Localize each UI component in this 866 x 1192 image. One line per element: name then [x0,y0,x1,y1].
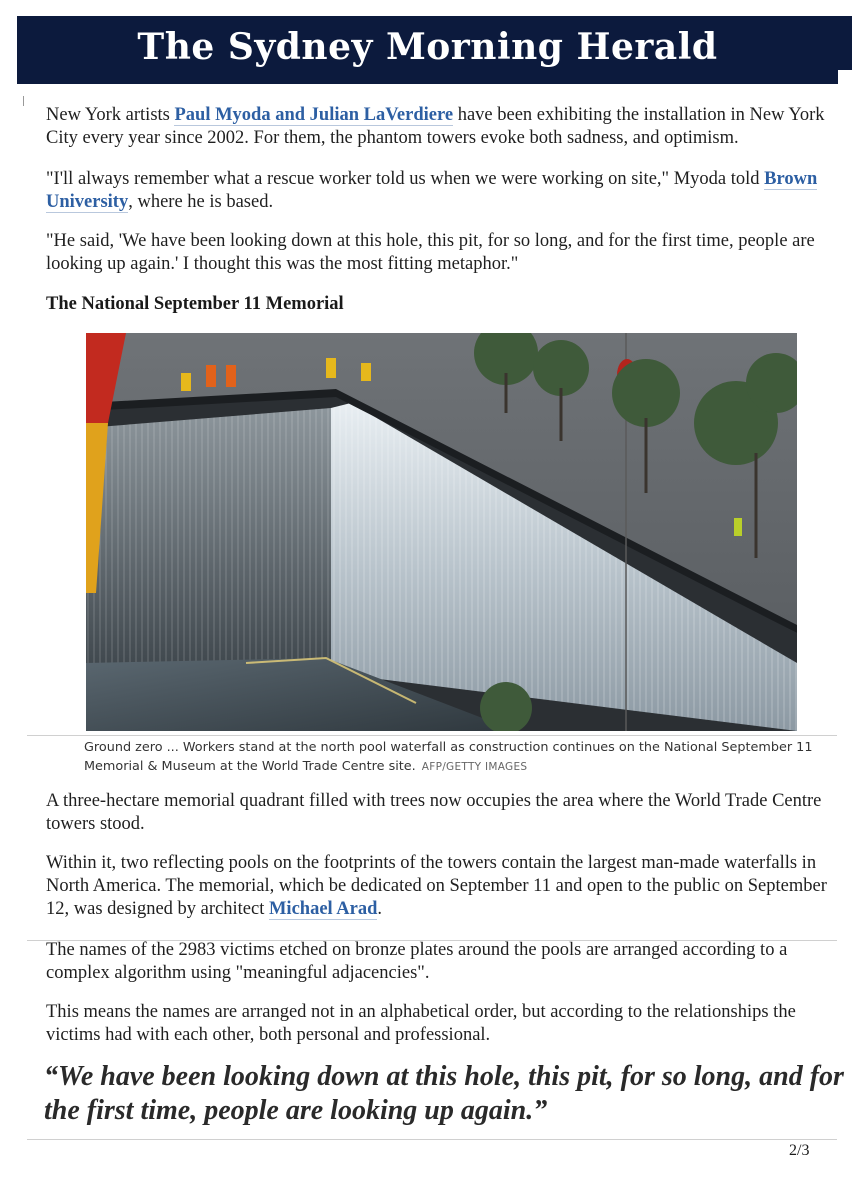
paragraph-2 [46,168,841,214]
paragraph-7: This means the names are arranged not in an alphabetical order, but according to the relationships the victims had with each other, both personal and professional. [46,1002,796,1045]
masthead-edge [838,16,852,70]
paragraph-text: , where he is based. [128,192,274,212]
photo-credit: AFP/GETTY IMAGES [421,761,528,773]
paragraph-5 [46,852,841,921]
paragraph-6: The names of the 2983 victims etched on bronze plates around the pools are arranged according to a complex algorithm using "meaningful adjacencies". [46,940,788,983]
pull-quote: “We have been looking down at this hole, this pit, for so long, and for the first time, people are looking up again.” [44,1061,844,1126]
section-heading: The National September 11 Memorial [46,294,344,314]
paragraph-text: have been exhibiting the installation in New York City every year since 2002. For them, the phantom towers evoke both sadness, and optimism. [46,105,825,148]
link-myoda-laverdiere[interactable]: Paul Myoda and Julian LaVerdiere [174,105,454,125]
memorial-photo [86,333,797,731]
paragraph-text: New York artists [46,105,175,125]
footer-divider [27,1139,837,1140]
paragraph-text: . [377,899,383,919]
paragraph-3: "He said, 'We have been looking down at this hole, this pit, for so long, and for the first time, people are looking up again.' I thought this was the most fitting metaphor." [46,231,815,274]
paragraph-4: A three-hectare memorial quadrant filled with trees now occupies the area where the World Trade Centre towers stood. [46,791,822,834]
photo-caption [84,738,824,777]
masthead-logo: The Sydney Morning Herald [137,26,718,68]
paragraph-text: "I'll always remember what a rescue worker told us when we were working on site," Myoda told [46,169,765,189]
caption-text: Ground zero ... Workers stand at the north pool waterfall as construction continues on the National September 11 Memorial & Museum at the World Trade Centre site. [84,740,813,774]
margin-mark [23,96,24,106]
link-michael-arad[interactable]: Michael Arad [268,899,378,919]
paragraph-1 [46,104,841,150]
link-brown-university[interactable]: Brown University [46,169,818,212]
masthead [17,16,838,84]
paragraph-text: Within it, two reflecting pools on the footprints of the towers contain the largest man-made waterfalls in North America. The memorial, which be dedicated on September 11 and open to the public on September 12, was designed by architect [46,853,827,919]
caption-divider [27,735,837,736]
page-number: 2/3 [789,1142,810,1159]
